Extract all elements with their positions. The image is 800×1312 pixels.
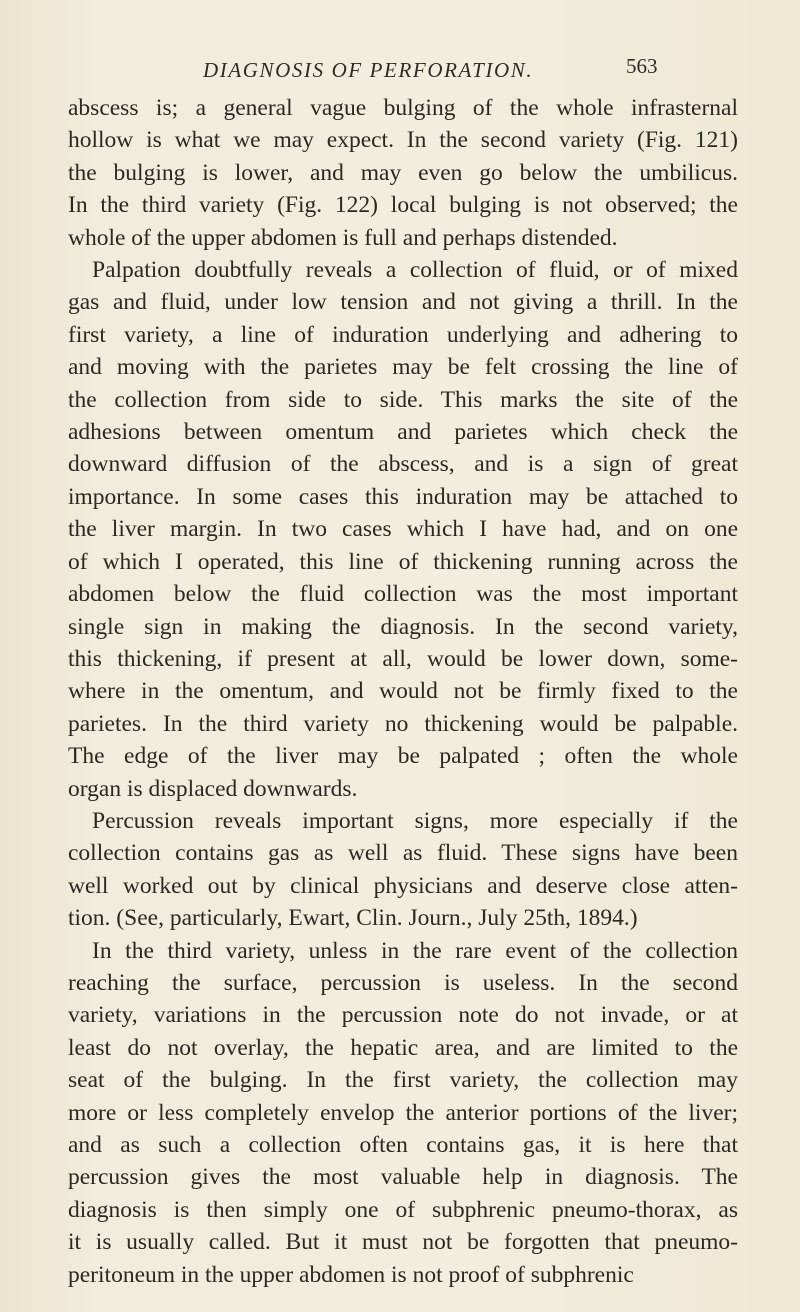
running-head: DIAGNOSIS OF PERFORATION. [203,58,534,82]
text-line: well worked out by clinical physicians and deserve close atten- [68,872,738,899]
text-line: first variety, a line of induration underlying and adhering to [68,321,738,348]
text-line: abdomen below the fluid collection was the most important [68,581,738,608]
text-line: collection contains gas as well as fluid. These signs have been [68,840,738,867]
paragraph [68,935,738,1291]
text-line: hollow is what we may expect. In the second variety (Fig. 121) [68,127,738,154]
text-line: parietes. In the third variety no thickening would be palpable. [68,710,738,737]
text-line: the collection from side to side. This marks the site of the [68,386,738,413]
text-line: organ is displaced downwards. [68,775,358,802]
text-line: seat of the bulging. In the first variety, the collection may [68,1067,738,1094]
text-line: and moving with the parietes may be felt crossing the line of [68,354,738,381]
page-number: 563 [626,54,658,78]
text-line: abscess is; a general vague bulging of the whole infrasternal [68,95,738,121]
text-line: and as such a collection often contains gas, it is here that [68,1132,738,1158]
paragraph [68,805,738,935]
paragraph [68,92,738,254]
text-line: the liver margin. In two cases which I have had, and on one [68,516,738,543]
text-line: In the third variety (Fig. 122) local bulging is not observed; the [68,192,738,219]
page-header [0,54,800,90]
text-line: The edge of the liver may be palpated ; often the whole [68,743,738,770]
text-line: Percussion reveals important signs, more especially if the [92,807,738,834]
text-line: where in the omentum, and would not be firmly fixed to the [68,678,738,705]
text-line: whole of the upper abdomen is full and perhaps distended. [68,224,618,251]
text-line: of which I operated, this line of thickening running across the [68,548,738,575]
text-line: peritoneum in the upper abdomen is not proof of subphrenic [68,1261,634,1288]
text-line: single sign in making the diagnosis. In the second variety, [68,613,738,640]
body-text [68,92,738,1291]
text-line: this thickening, if present at all, would be lower down, some- [68,645,738,672]
text-line: percussion gives the most valuable help in diagnosis. The [68,1164,738,1191]
text-line: the bulging is lower, and may even go below the umbilicus. [68,159,738,186]
text-line: In the third variety, unless in the rare event of the collection [92,937,738,964]
text-line: variety, variations in the percussion note do not invade, or at [68,1002,738,1029]
text-line: tion. (See, particularly, Ewart, Clin. Journ., July 25th, 1894.) [68,905,638,932]
text-line: gas and fluid, under low tension and not giving a thrill. In the [68,289,738,316]
text-line: importance. In some cases this induration may be attached to [68,483,738,510]
text-line: Palpation doubtfully reveals a collection of fluid, or of mixed [92,257,738,284]
text-line: reaching the surface, percussion is useless. In the second [68,969,738,996]
text-line: diagnosis is then simply one of subphrenic pneumo-thorax, as [68,1196,738,1223]
text-line: least do not overlay, the hepatic area, and are limited to the [68,1034,738,1061]
text-line: downward diffusion of the abscess, and is a sign of great [68,451,738,478]
text-line: it is usually called. But it must not be forgotten that pneumo- [68,1229,738,1256]
text-line: more or less completely envelop the anterior portions of the liver; [68,1099,738,1126]
text-line: adhesions between omentum and parietes which check the [68,419,738,446]
paragraph [68,254,738,805]
